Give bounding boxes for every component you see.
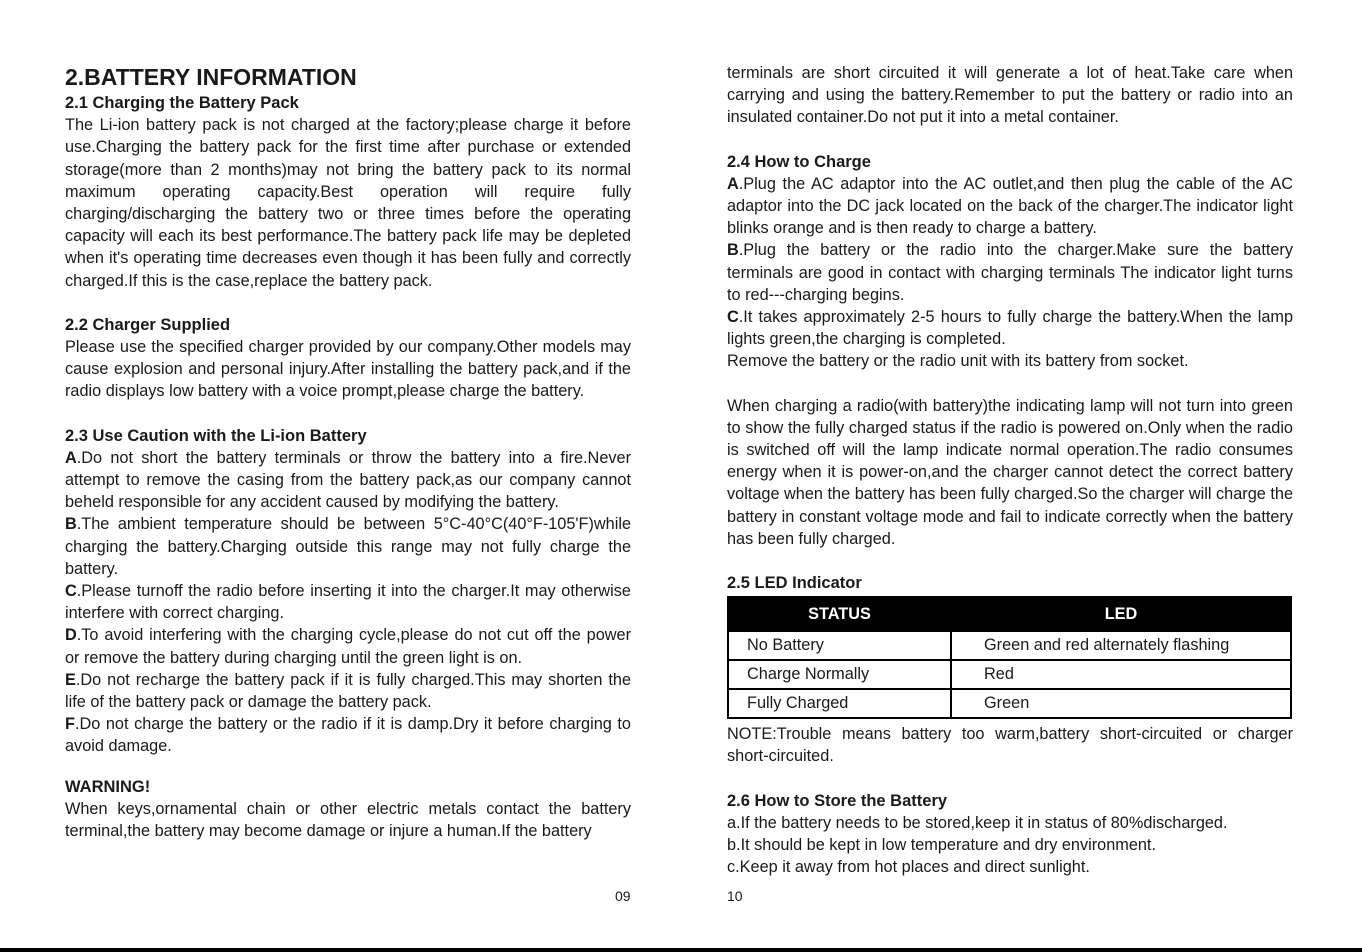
- item-text: .Plug the battery or the radio into the charger.Make sure the battery terminals are good in contact with charging terminals The indicator light turns to red---charging begins.: [727, 241, 1293, 304]
- storage-line-a: a.If the battery needs to be stored,keep it in status of 80%discharged.: [727, 813, 1228, 832]
- charge-step-a: [727, 173, 1293, 240]
- column-header-status: STATUS: [728, 597, 951, 631]
- table-header-row: [728, 597, 1291, 631]
- continued-paragraph: terminals are short circuited it will generate a lot of heat.Take care when carrying and using the battery.Remember to put the battery or radio into an insulated container.Do not put it into a metal container.: [727, 64, 1293, 127]
- storage-line-c: c.Keep it away from hot places and direct sunlight.: [727, 858, 1090, 877]
- led-indicator-table: [727, 596, 1292, 719]
- right-page: [727, 62, 1293, 878]
- item-letter: B: [65, 515, 77, 534]
- led-cell: Green: [951, 689, 1291, 718]
- status-cell: Fully Charged: [728, 689, 951, 718]
- item-letter: C: [65, 582, 77, 601]
- item-text: .Do not short the battery terminals or throw the battery into a fire.Never attempt to remove the casing from the battery pack,as our company cannot beheld responsible for any accident caused by modifying the battery.: [65, 448, 631, 512]
- item-text: .Plug the AC adaptor into the AC outlet,and then plug the cable of the AC adaptor into the DC jack located on the back of the charger.The indicator light blinks orange and is then ready to charge a battery.: [727, 174, 1293, 238]
- remove-paragraph: Remove the battery or the radio unit with its battery from socket.: [727, 352, 1189, 371]
- column-header-led: LED: [951, 597, 1291, 631]
- item-letter: C: [727, 308, 739, 327]
- warning-heading: WARNING!: [65, 777, 151, 796]
- caution-item-a: [65, 447, 631, 514]
- paragraph-2-2: Please use the specified charger provided by our company.Other models may cause explosion and personal injury.After installing the battery pack,and if the radio displays low battery with a voice prompt,please charge the battery.: [65, 338, 631, 401]
- item-text: .Do not charge the battery or the radio if it is damp.Dry it before charging to avoid damage.: [65, 715, 631, 756]
- heading-2-6: 2.6 How to Store the Battery: [727, 791, 948, 810]
- storage-line-b: b.It should be kept in low temperature and dry environment.: [727, 836, 1156, 855]
- page-number-right: 10: [727, 888, 743, 904]
- heading-2-4: 2.4 How to Charge: [727, 152, 871, 171]
- bottom-edge-rule: [0, 948, 1362, 952]
- led-cell: Red: [951, 660, 1291, 689]
- item-letter: B: [727, 241, 739, 260]
- page-number-left: 09: [615, 888, 631, 904]
- item-letter: A: [65, 448, 77, 467]
- paragraph-2-1: The Li-ion battery pack is not charged at the factory;please charge it before use.Charging the battery pack for the first time after purchase or extended storage(more than 2 months)may not bring the battery pack to its normal maximum operating capacity.Best operation will require fully charging/discharging the battery two or three times before the operating capacity will each its best performance.The battery pack life may be depleted when it's operating time decreases even though it has been fully and correctly charged.If this is the case,replace the battery pack.: [65, 116, 631, 290]
- heading-2-5: 2.5 LED Indicator: [727, 574, 862, 593]
- led-note-paragraph: NOTE:Trouble means battery too warm,battery short-circuited or charger short-circuited.: [727, 725, 1293, 766]
- item-letter: F: [65, 715, 75, 734]
- status-cell: Charge Normally: [728, 660, 951, 689]
- caution-item-c: [65, 580, 631, 624]
- caution-item-d: [65, 624, 631, 668]
- item-text: .It takes approximately 2-5 hours to fully charge the battery.When the lamp lights green,the charging is completed.: [727, 308, 1293, 349]
- item-text: .Please turnoff the radio before inserting it into the charger.It may otherwise interfere with correct charging.: [65, 582, 631, 623]
- table-row: [728, 689, 1291, 718]
- led-cell: Green and red alternately flashing: [951, 631, 1291, 660]
- caution-item-f: [65, 713, 631, 757]
- charging-note-paragraph: When charging a radio(with battery)the indicating lamp will not turn into green to show the fully charged status if the radio is powered on.Only when the radio is switched off will the lamp indicate normal operation.The radio consumes energy when it is power-on,and the charger cannot detect the correct battery voltage when the battery has been fully charged.So the charger will charge the battery in constant voltage mode and fail to indicate correctly when the battery has been fully charged.: [727, 396, 1293, 548]
- item-letter: D: [65, 626, 77, 645]
- heading-2-2: 2.2 Charger Supplied: [65, 315, 231, 334]
- item-letter: E: [65, 670, 76, 689]
- item-text: .The ambient temperature should be between 5°C-40°C(40°F-105'F)while charging the battery.Charging outside this range may not fully charge the battery.: [65, 515, 631, 578]
- table-row: [728, 660, 1291, 689]
- warning-paragraph: When keys,ornamental chain or other electric metals contact the battery terminal,the battery may become damage or injure a human.If the battery: [65, 799, 631, 841]
- item-letter: A: [727, 174, 739, 193]
- status-cell: No Battery: [728, 631, 951, 660]
- table-row: [728, 631, 1291, 660]
- caution-item-b: [65, 513, 631, 580]
- heading-2-1: 2.1 Charging the Battery Pack: [65, 94, 299, 112]
- charge-step-b: [727, 239, 1293, 306]
- item-text: .Do not recharge the battery pack if it is fully charged.This may shorten the life of the battery pack or damage the battery pack.: [65, 670, 631, 712]
- left-page: [65, 62, 631, 842]
- heading-2-3: 2.3 Use Caution with the Li-ion Battery: [65, 426, 367, 445]
- caution-item-e: [65, 669, 631, 713]
- item-text: .To avoid interfering with the charging cycle,please do not cut off the power or remove the battery during charging until the green light is on.: [65, 626, 631, 667]
- section-title: 2.BATTERY INFORMATION: [65, 64, 357, 90]
- charge-step-c: [727, 306, 1293, 350]
